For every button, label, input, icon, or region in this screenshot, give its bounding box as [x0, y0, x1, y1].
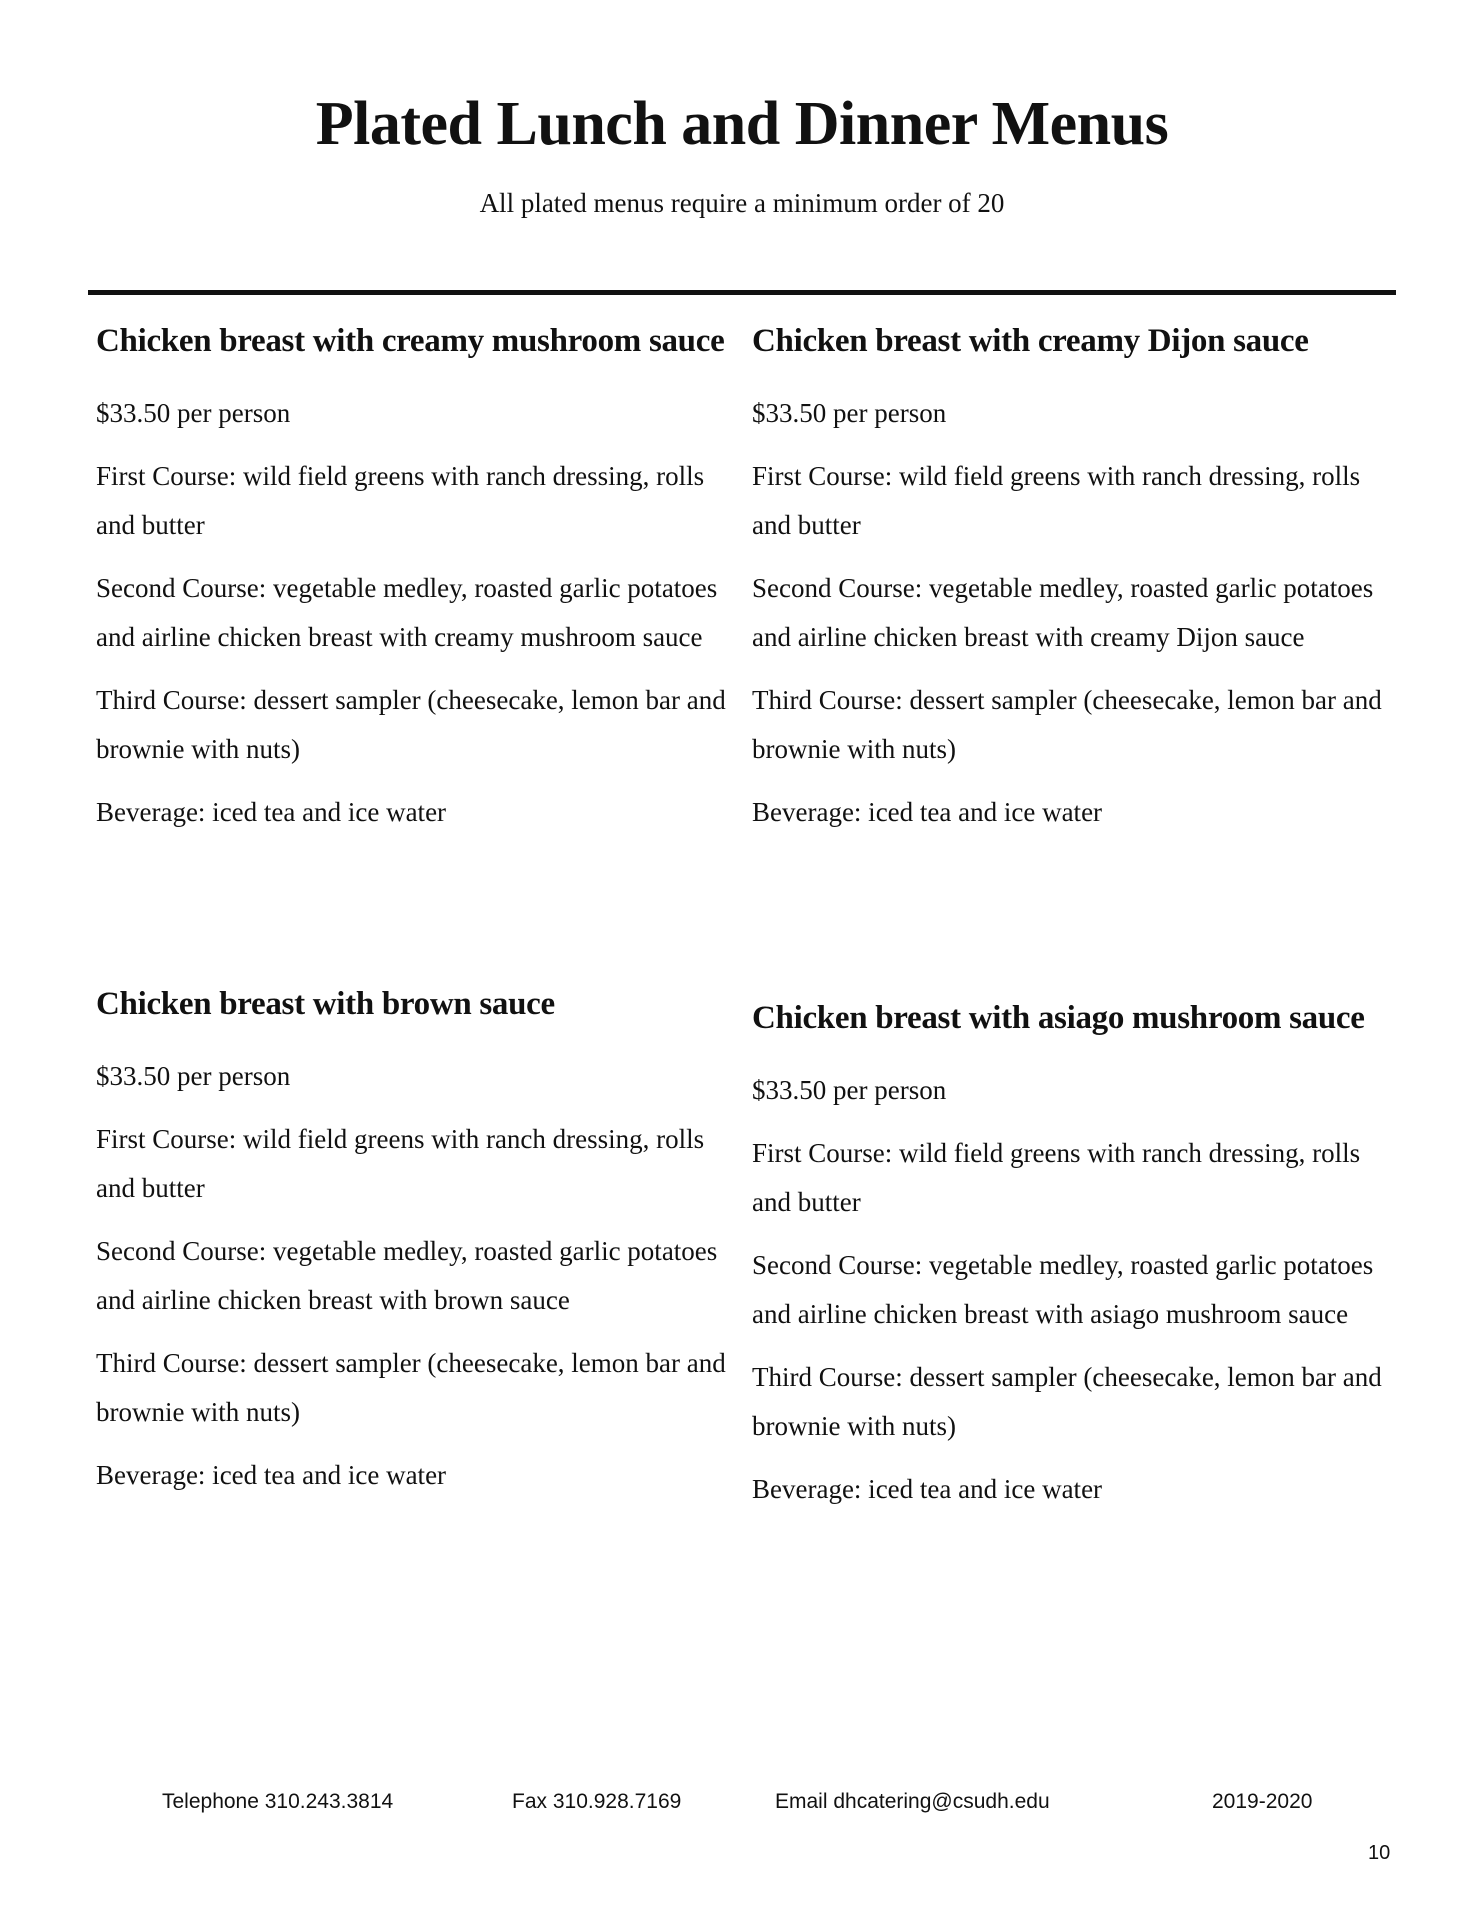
- page-title: Plated Lunch and Dinner Menus: [315, 90, 1169, 158]
- first-course: First Course: wild field greens with ranch dressing, rolls and butter: [96, 1123, 705, 1203]
- footer-fax: Fax 310.928.7169: [512, 1790, 682, 1813]
- menu-title: Chicken breast with creamy mushroom sauce: [96, 323, 725, 359]
- footer-telephone: Telephone 310.243.3814: [162, 1790, 394, 1813]
- beverage: Beverage: iced tea and ice water: [752, 1473, 1103, 1504]
- menu-card-brown-sauce: [96, 986, 746, 1514]
- beverage: Beverage: iced tea and ice water: [96, 796, 447, 827]
- menu-price: $33.50 per person: [96, 1060, 291, 1091]
- third-course: Third Course: dessert sampler (cheesecake, lemon bar and brownie with nuts): [96, 684, 726, 764]
- beverage: Beverage: iced tea and ice water: [752, 796, 1103, 827]
- second-course: Second Course: vegetable medley, roasted garlic potatoes and airline chicken breast with brown sauce: [96, 1235, 718, 1315]
- second-course: Second Course: vegetable medley, roasted garlic potatoes and airline chicken breast with creamy mushroom sauce: [96, 572, 718, 652]
- menu-title: Chicken breast with creamy Dijon sauce: [752, 323, 1309, 359]
- menu-title: Chicken breast with asiago mushroom sauce: [752, 1000, 1365, 1036]
- beverage: Beverage: iced tea and ice water: [96, 1459, 447, 1490]
- page-number: 10: [1368, 1842, 1391, 1864]
- footer-year: 2019-2020: [1212, 1790, 1313, 1813]
- footer-email: Email dhcatering@csudh.edu: [775, 1790, 1050, 1813]
- menu-price: $33.50 per person: [96, 397, 291, 428]
- first-course: First Course: wild field greens with ranch dressing, rolls and butter: [752, 460, 1361, 540]
- second-course: Second Course: vegetable medley, roasted garlic potatoes and airline chicken breast with asiago mushroom sauce: [752, 1249, 1374, 1329]
- menu-price: $33.50 per person: [752, 397, 947, 428]
- menu-card-creamy-dijon: [752, 323, 1402, 851]
- page-subtitle: All plated menus require a minimum order of 20: [479, 188, 1005, 218]
- menu-card-asiago-mushroom: [752, 1000, 1402, 1528]
- menu-price: $33.50 per person: [752, 1074, 947, 1105]
- first-course: First Course: wild field greens with ranch dressing, rolls and butter: [752, 1137, 1361, 1217]
- second-course: Second Course: vegetable medley, roasted garlic potatoes and airline chicken breast with creamy Dijon sauce: [752, 572, 1374, 652]
- header-divider: [88, 290, 1396, 295]
- third-course: Third Course: dessert sampler (cheesecake, lemon bar and brownie with nuts): [96, 1347, 726, 1427]
- first-course: First Course: wild field greens with ranch dressing, rolls and butter: [96, 460, 705, 540]
- menu-card-creamy-mushroom: [96, 323, 746, 851]
- menu-title: Chicken breast with brown sauce: [96, 986, 555, 1022]
- third-course: Third Course: dessert sampler (cheesecake, lemon bar and brownie with nuts): [752, 1361, 1382, 1441]
- third-course: Third Course: dessert sampler (cheesecake, lemon bar and brownie with nuts): [752, 684, 1382, 764]
